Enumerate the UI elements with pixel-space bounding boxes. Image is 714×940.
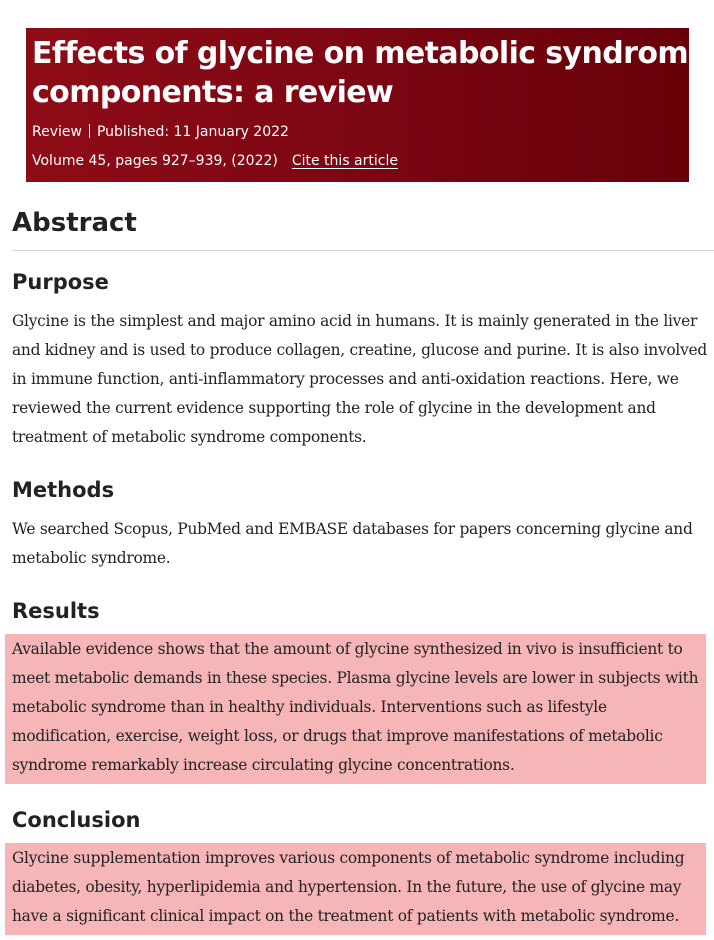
article-header [26, 28, 708, 182]
purpose-line: in immune function, anti-inflammatory processes and anti-oxidation reactions. Here, we [12, 370, 679, 388]
purpose-line: Glycine is the simplest and major amino acid in humans. It is mainly generated in the liver [12, 312, 698, 330]
results-line: meet metabolic demands in these species. Plasma glycine levels are lower in subjects with [12, 669, 699, 687]
article-meta [32, 124, 289, 140]
abstract-divider [12, 250, 714, 251]
conclusion-highlight [5, 843, 706, 935]
purpose-line: and kidney and is used to produce collagen, creatine, glucose and purine. It is also involved [12, 341, 707, 359]
article-title-line-2: components: a review [32, 75, 394, 110]
results-heading: Results [12, 599, 100, 623]
methods-line: metabolic syndrome. [12, 549, 171, 567]
conclusion-paragraph [5, 843, 706, 931]
conclusion-line: have a significant clinical impact on the treatment of patients with metabolic syndrome. [12, 907, 679, 925]
results-line: metabolic syndrome than in healthy individuals. Interventions such as lifestyle [12, 698, 607, 716]
purpose-line: reviewed the current evidence supporting the role of glycine in the development and [12, 399, 656, 417]
results-line: Available evidence shows that the amount of glycine synthesized in vivo is insufficient to [12, 640, 683, 658]
conclusion-line: Glycine supplementation improves various components of metabolic syndrome including [12, 849, 685, 867]
article-type: Review [32, 124, 82, 140]
purpose-paragraph [12, 307, 707, 452]
volume-pages: Volume 45, pages 927–939, (2022) [32, 153, 278, 169]
conclusion-line: diabetes, obesity, hyperlipidemia and hypertension. In the future, the use of glycine may [12, 878, 682, 896]
methods-heading: Methods [12, 478, 115, 502]
results-highlight [5, 634, 706, 784]
purpose-line: treatment of metabolic syndrome components. [12, 428, 367, 446]
purpose-heading: Purpose [12, 270, 109, 294]
methods-line: We searched Scopus, PubMed and EMBASE databases for papers concerning glycine and [12, 520, 693, 538]
abstract-heading: Abstract [12, 208, 137, 238]
article-title [32, 34, 708, 112]
published-date: Published: 11 January 2022 [96, 124, 289, 140]
results-paragraph [5, 634, 706, 780]
results-line: syndrome remarkably increase circulating glycine concentrations. [12, 756, 515, 774]
article-citation-line [32, 153, 398, 169]
results-line: modification, exercise, weight loss, or drugs that improve manifestations of metabolic [12, 727, 663, 745]
meta-separator [89, 124, 90, 138]
methods-paragraph [12, 515, 693, 573]
conclusion-heading: Conclusion [12, 808, 141, 832]
cite-this-article-link[interactable]: Cite this article [291, 153, 398, 169]
article-title-line-1: Effects of glycine on metabolic syndrome [32, 36, 708, 71]
